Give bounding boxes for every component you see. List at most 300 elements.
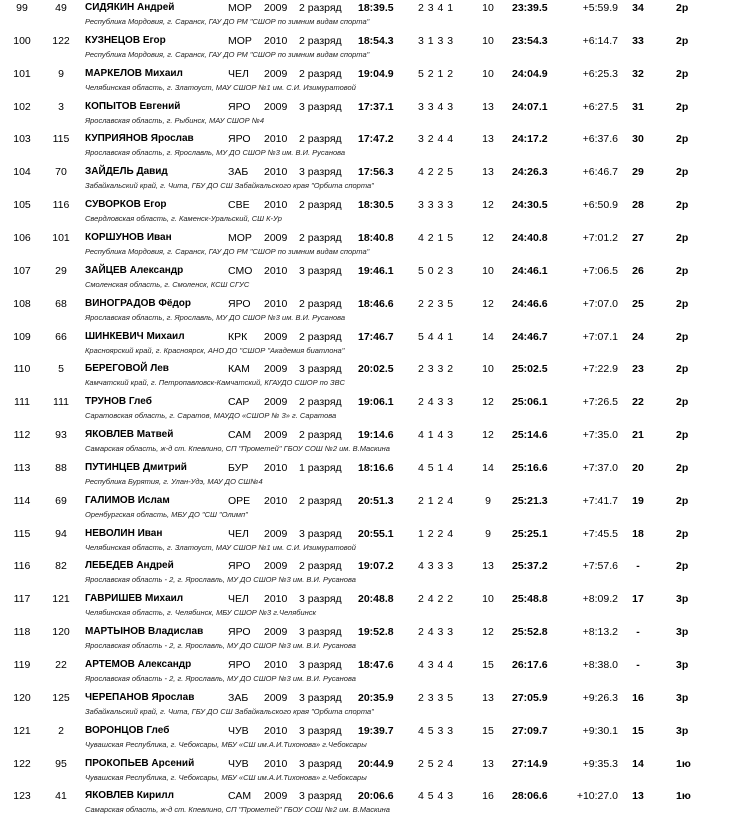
penalty-total: 12 (482, 199, 494, 212)
region-code: САР (228, 396, 250, 409)
points: 34 (632, 2, 644, 14)
penalty-total: 12 (482, 429, 494, 442)
ski-time: 19:52.8 (358, 626, 394, 639)
qualification: 2р (676, 133, 689, 146)
region-code: ЯРО (228, 100, 251, 113)
time-behind: +7:07.0 (582, 297, 618, 310)
qualification: 2р (676, 67, 689, 80)
birth-year: 2009 (264, 2, 288, 14)
time-behind: +7:22.9 (582, 363, 618, 376)
athlete-name: НЕВОЛИН Иван (85, 527, 163, 539)
sport-rank: 2 разряд (299, 34, 342, 47)
birth-year: 2009 (264, 560, 288, 573)
club-info: Свердловская область, г. Каменск-Уральский, СШ К-Ур (85, 214, 282, 224)
ski-time: 19:04.9 (358, 67, 394, 80)
penalty-total: 10 (482, 264, 494, 277)
birth-year: 2010 (264, 166, 288, 179)
place-cell: 122 (13, 757, 31, 770)
ski-time: 17:56.3 (358, 166, 394, 179)
region-code: КАМ (228, 363, 250, 376)
bib-number: 41 (55, 790, 67, 803)
points: 16 (632, 691, 644, 704)
athlete-name: КУПРИЯНОВ Ярослав (85, 133, 194, 145)
sport-rank: 2 разряд (299, 494, 342, 507)
place-cell: 107 (13, 264, 31, 277)
sport-rank: 3 разряд (299, 100, 342, 113)
birth-year: 2010 (264, 34, 288, 47)
club-info: Республика Мордовия, г. Саранск, ГАУ ДО РМ "СШОР по зимним видам спорта" (85, 49, 370, 59)
shooting-penalties: 4 5 4 3 (418, 790, 454, 803)
penalty-total: 10 (482, 67, 494, 80)
shooting-penalties: 2 3 3 5 (418, 691, 454, 704)
qualification: 3р (676, 659, 689, 671)
region-code: СМО (228, 264, 253, 277)
penalty-total: 12 (482, 231, 494, 244)
athlete-name: ЧЕРЕПАНОВ Ярослав (85, 691, 195, 703)
penalty-total: 10 (482, 593, 494, 606)
time-behind: +6:50.9 (582, 199, 618, 212)
club-info: Республика Бурятия, г. Улан-Удэ, МАУ ДО СШ№4 (85, 476, 263, 486)
bib-number: 120 (52, 626, 70, 639)
qualification: 2р (676, 297, 689, 310)
final-time: 25:14.6 (512, 429, 548, 442)
penalty-total: 10 (482, 363, 494, 376)
sport-rank: 2 разряд (299, 231, 342, 244)
athlete-name: ЯКОВЛЕВ Кирилл (85, 790, 174, 802)
club-info: Смоленская область, г. Смоленск, КСШ СГУС (85, 279, 250, 289)
shooting-penalties: 4 3 4 4 (418, 659, 454, 671)
bib-number: 93 (55, 429, 67, 442)
sport-rank: 2 разряд (299, 297, 342, 310)
table-row (0, 526, 750, 559)
final-time: 25:02.5 (512, 363, 548, 376)
ski-time: 20:02.5 (358, 363, 394, 376)
shooting-penalties: 2 3 4 1 (418, 2, 454, 14)
penalty-total: 9 (485, 494, 491, 507)
bib-number: 22 (55, 659, 67, 671)
penalty-total: 13 (482, 133, 494, 146)
shooting-penalties: 4 1 4 3 (418, 429, 454, 442)
time-behind: +6:46.7 (582, 166, 618, 179)
sport-rank: 2 разряд (299, 67, 342, 80)
table-row (0, 788, 750, 821)
table-row (0, 756, 750, 789)
athlete-name: МАРТЫНОВ Владислав (85, 626, 204, 638)
qualification: 2р (676, 494, 689, 507)
table-row (0, 99, 750, 132)
birth-year: 2010 (264, 659, 288, 671)
final-time: 26:17.6 (512, 659, 548, 671)
region-code: МОР (228, 231, 252, 244)
final-time: 25:21.3 (512, 494, 548, 507)
ski-time: 20:44.9 (358, 757, 394, 770)
penalty-total: 16 (482, 790, 494, 803)
time-behind: +7:41.7 (582, 494, 618, 507)
ski-time: 19:39.7 (358, 724, 394, 737)
birth-year: 2010 (264, 133, 288, 146)
time-behind: +7:06.5 (582, 264, 618, 277)
bib-number: 69 (55, 494, 67, 507)
birth-year: 2009 (264, 790, 288, 803)
club-info: Республика Мордовия, г. Саранск, ГАУ ДО РМ "СШОР по зимним видам спорта" (85, 246, 370, 256)
sport-rank: 2 разряд (299, 396, 342, 409)
place-cell: 112 (13, 429, 31, 442)
club-info: Чувашская Республика, г. Чебоксары, МБУ «СШ им.А.И.Тихонова» г.Чебоксары (85, 739, 367, 749)
region-code: ЗАБ (228, 166, 249, 179)
bib-number: 49 (55, 2, 67, 14)
sport-rank: 2 разряд (299, 133, 342, 146)
bib-number: 121 (52, 593, 70, 606)
shooting-penalties: 2 4 3 3 (418, 626, 454, 639)
final-time: 28:06.6 (512, 790, 548, 803)
final-time: 23:39.5 (512, 2, 548, 14)
athlete-name: СИДЯКИН Андрей (85, 2, 175, 13)
place-cell: 100 (13, 34, 31, 47)
table-row (0, 230, 750, 263)
shooting-penalties: 3 3 3 3 (418, 199, 454, 212)
bib-number: 116 (52, 199, 70, 212)
shooting-penalties: 3 2 4 4 (418, 133, 454, 146)
athlete-name: ГАЛИМОВ Ислам (85, 494, 170, 506)
region-code: СВЕ (228, 199, 250, 212)
table-row (0, 197, 750, 230)
qualification: 2р (676, 264, 689, 277)
qualification: 2р (676, 330, 689, 343)
shooting-penalties: 2 4 3 3 (418, 396, 454, 409)
final-time: 25:52.8 (512, 626, 548, 639)
points: 24 (632, 330, 644, 343)
club-info: Ярославская область - 2, г. Ярославль, МУ ДО СШОР №3 им. В.И. Русанова (85, 641, 356, 651)
time-behind: +10:27.0 (576, 790, 618, 803)
qualification: 1ю (676, 757, 691, 770)
qualification: 2р (676, 231, 689, 244)
time-behind: +9:30.1 (582, 724, 618, 737)
bib-number: 122 (52, 34, 70, 47)
table-row (0, 33, 750, 66)
table-row (0, 263, 750, 296)
sport-rank: 2 разряд (299, 429, 342, 442)
shooting-penalties: 4 5 3 3 (418, 724, 454, 737)
table-row (0, 427, 750, 460)
time-behind: +5:59.9 (582, 2, 618, 14)
bib-number: 5 (58, 363, 64, 376)
qualification: 3р (676, 724, 689, 737)
bib-number: 115 (52, 133, 70, 146)
ski-time: 18:54.3 (358, 34, 394, 47)
place-cell: 113 (13, 461, 31, 474)
ski-time: 20:48.8 (358, 593, 394, 606)
final-time: 27:09.7 (512, 724, 548, 737)
ski-time: 17:37.1 (358, 100, 394, 113)
athlete-name: ВОРОНЦОВ Глеб (85, 724, 170, 736)
region-code: ЧЕЛ (228, 527, 249, 540)
points: - (636, 560, 640, 573)
table-row (0, 558, 750, 591)
region-code: КРК (228, 330, 248, 343)
region-code: САМ (228, 429, 252, 442)
club-info: Ярославская область, г. Рыбинск, МАУ СШОР №4 (85, 115, 265, 125)
table-row (0, 164, 750, 197)
shooting-penalties: 4 5 1 4 (418, 461, 454, 474)
birth-year: 2009 (264, 429, 288, 442)
table-row (0, 460, 750, 493)
final-time: 24:07.1 (512, 100, 548, 113)
final-time: 27:14.9 (512, 757, 548, 770)
time-behind: +7:57.6 (582, 560, 618, 573)
shooting-penalties: 2 5 2 4 (418, 757, 454, 770)
ski-time: 19:07.2 (358, 560, 394, 573)
bib-number: 111 (53, 396, 69, 409)
athlete-name: ЗАЙДЕЛЬ Давид (85, 166, 168, 178)
region-code: ЧЕЛ (228, 67, 249, 80)
bib-number: 82 (55, 560, 67, 573)
shooting-penalties: 2 1 2 4 (418, 494, 454, 507)
table-row (0, 657, 750, 690)
penalty-total: 14 (482, 461, 494, 474)
penalty-total: 10 (482, 34, 494, 47)
points: 33 (632, 34, 644, 47)
penalty-total: 13 (482, 757, 494, 770)
ski-time: 18:16.6 (358, 461, 394, 474)
ski-time: 18:46.6 (358, 297, 394, 310)
region-code: ЯРО (228, 659, 251, 671)
table-row (0, 329, 750, 362)
athlete-name: ЛЕБЕДЕВ Андрей (85, 560, 174, 572)
points: 23 (632, 363, 644, 376)
place-cell: 102 (13, 100, 31, 113)
penalty-total: 13 (482, 560, 494, 573)
shooting-penalties: 1 2 2 4 (418, 527, 454, 540)
qualification: 2р (676, 100, 689, 113)
club-info: Забайкальский край, г. Чита, ГБУ ДО СШ Забайкальского края "Орбита спорта" (85, 181, 374, 191)
bib-number: 68 (55, 297, 67, 310)
birth-year: 2010 (264, 757, 288, 770)
club-info: Ярославская область - 2, г. Ярославль, МУ ДО СШОР №3 им. В.И. Русанова (85, 674, 356, 683)
birth-year: 2009 (264, 330, 288, 343)
place-cell: 110 (13, 363, 31, 376)
bib-number: 125 (52, 691, 70, 704)
shooting-penalties: 2 3 3 2 (418, 363, 454, 376)
place-cell: 105 (13, 199, 31, 212)
birth-year: 2010 (264, 264, 288, 277)
shooting-penalties: 3 1 3 3 (418, 34, 454, 47)
sport-rank: 3 разряд (299, 264, 342, 277)
time-behind: +8:09.2 (582, 593, 618, 606)
final-time: 25:37.2 (512, 560, 548, 573)
qualification: 3р (676, 593, 689, 606)
qualification: 3р (676, 626, 689, 639)
birth-year: 2009 (264, 363, 288, 376)
ski-time: 18:30.5 (358, 199, 394, 212)
shooting-penalties: 4 2 2 5 (418, 166, 454, 179)
time-behind: +8:13.2 (582, 626, 618, 639)
club-info: Чувашская Республика, г. Чебоксары, МБУ «СШ им.А.И.Тихонова» г.Чебоксары (85, 772, 367, 782)
athlete-name: ТРУНОВ Глеб (85, 396, 152, 408)
region-code: ЧУВ (228, 757, 249, 770)
table-row (0, 690, 750, 723)
club-info: Ярославская область, г. Ярославль, МУ ДО СШОР №3 им. В.И. Русанова (85, 148, 346, 158)
ski-time: 18:40.8 (358, 231, 394, 244)
birth-year: 2009 (264, 67, 288, 80)
place-cell: 99 (16, 2, 28, 14)
athlete-name: КУЗНЕЦОВ Егор (85, 34, 166, 46)
table-row (0, 131, 750, 164)
time-behind: +8:38.0 (582, 659, 618, 671)
athlete-name: КОПЫТОВ Евгений (85, 100, 181, 112)
bib-number: 9 (58, 67, 64, 80)
sport-rank: 2 разряд (299, 2, 342, 14)
club-info: Красноярский край, г. Красноярск, АНО ДО "СШОР "Академия биатлона" (85, 345, 345, 355)
shooting-penalties: 4 3 3 3 (418, 560, 454, 573)
birth-year: 2010 (264, 461, 288, 474)
athlete-name: ГАВРИШЕВ Михаил (85, 593, 184, 605)
athlete-name: ПРОКОПЬЕВ Арсений (85, 757, 195, 769)
points: 13 (632, 790, 644, 803)
bib-number: 66 (55, 330, 67, 343)
final-time: 24:30.5 (512, 199, 548, 212)
birth-year: 2010 (264, 593, 288, 606)
final-time: 25:48.8 (512, 593, 548, 606)
shooting-penalties: 2 2 3 5 (418, 297, 454, 310)
table-row (0, 493, 750, 526)
ski-time: 20:51.3 (358, 494, 394, 507)
penalty-total: 13 (482, 100, 494, 113)
qualification: 2р (676, 2, 689, 14)
region-code: САМ (228, 790, 252, 803)
region-code: ЗАБ (228, 691, 249, 704)
final-time: 23:54.3 (512, 34, 548, 47)
final-time: 25:06.1 (512, 396, 548, 409)
club-info: Оренбургская область, МБУ ДО "СШ "Олимп" (85, 509, 248, 519)
table-row (0, 591, 750, 624)
final-time: 25:25.1 (512, 527, 548, 540)
final-time: 27:05.9 (512, 691, 548, 704)
final-time: 24:26.3 (512, 166, 548, 179)
points: 29 (632, 166, 644, 179)
ski-time: 17:47.2 (358, 133, 394, 146)
place-cell: 104 (13, 166, 31, 179)
points: 32 (632, 67, 644, 80)
place-cell: 118 (13, 626, 31, 639)
points: 31 (632, 100, 644, 113)
points: - (636, 626, 640, 639)
region-code: ОРЕ (228, 494, 251, 507)
qualification: 2р (676, 363, 689, 376)
final-time: 25:16.6 (512, 461, 548, 474)
table-row (0, 66, 750, 99)
sport-rank: 3 разряд (299, 626, 342, 639)
club-info: Саратовская область, г. Саратов, МАУДО «СШОР № 3» г. Саратова (85, 411, 337, 421)
place-cell: 119 (13, 659, 31, 671)
athlete-name: СУВОРКОВ Егор (85, 199, 167, 211)
sport-rank: 3 разряд (299, 757, 342, 770)
time-behind: +6:27.5 (582, 100, 618, 113)
place-cell: 114 (13, 494, 31, 507)
time-behind: +7:45.5 (582, 527, 618, 540)
points: 20 (632, 461, 644, 474)
athlete-name: ЗАЙЦЕВ Александр (85, 264, 184, 276)
final-time: 24:17.2 (512, 133, 548, 146)
sport-rank: 2 разряд (299, 560, 342, 573)
ski-time: 19:14.6 (358, 429, 394, 442)
place-cell: 108 (13, 297, 31, 310)
qualification: 3р (676, 691, 689, 704)
shooting-penalties: 2 4 2 2 (418, 593, 454, 606)
qualification: 2р (676, 396, 689, 409)
qualification: 2р (676, 199, 689, 212)
region-code: ЧУВ (228, 724, 249, 737)
ski-time: 20:55.1 (358, 527, 394, 540)
points: 15 (632, 724, 644, 737)
place-cell: 109 (13, 330, 31, 343)
time-behind: +7:07.1 (582, 330, 618, 343)
birth-year: 2009 (264, 231, 288, 244)
place-cell: 103 (13, 133, 31, 146)
place-cell: 123 (13, 790, 31, 803)
penalty-total: 12 (482, 626, 494, 639)
sport-rank: 3 разряд (299, 527, 342, 540)
penalty-total: 9 (485, 527, 491, 540)
final-time: 24:46.6 (512, 297, 548, 310)
points: 14 (632, 757, 644, 770)
qualification: 2р (676, 429, 689, 442)
points: 30 (632, 133, 644, 146)
final-time: 24:40.8 (512, 231, 548, 244)
birth-year: 2009 (264, 527, 288, 540)
birth-year: 2010 (264, 724, 288, 737)
points: 17 (632, 593, 644, 606)
shooting-penalties: 5 4 4 1 (418, 330, 454, 343)
table-row (0, 624, 750, 657)
time-behind: +7:37.0 (582, 461, 618, 474)
table-row (0, 0, 750, 33)
time-behind: +6:37.6 (582, 133, 618, 146)
penalty-total: 13 (482, 691, 494, 704)
athlete-name: ВИНОГРАДОВ Фёдор (85, 297, 192, 309)
club-info: Челябинская область, г. Челябинск, МБУ СШОР №3 г.Челябинск (85, 608, 317, 618)
place-cell: 111 (14, 396, 30, 409)
club-info: Челябинская область, г. Златоуст, МАУ СШОР №1 им. С.И. Изимуратовой (85, 82, 356, 92)
bib-number: 94 (55, 527, 67, 540)
sport-rank: 2 разряд (299, 199, 342, 212)
athlete-name: ЯКОВЛЕВ Матвей (85, 429, 174, 441)
place-cell: 106 (13, 231, 31, 244)
club-info: Челябинская область, г. Златоуст, МАУ СШОР №1 им. С.И. Изимуратовой (85, 542, 356, 552)
final-time: 24:46.1 (512, 264, 548, 277)
qualification: 2р (676, 461, 689, 474)
qualification: 2р (676, 527, 689, 540)
ski-time: 20:06.6 (358, 790, 394, 803)
penalty-total: 12 (482, 297, 494, 310)
penalty-total: 10 (482, 2, 494, 14)
qualification: 2р (676, 34, 689, 47)
ski-time: 19:06.1 (358, 396, 394, 409)
region-code: ЧЕЛ (228, 593, 249, 606)
club-info: Самарская область, ж-д ст. Кпевлино, СП "Прометей" ГБОУ СОШ №2 им. В.Маскина (85, 444, 390, 454)
ski-time: 18:39.5 (358, 2, 394, 14)
time-behind: +7:01.2 (582, 231, 618, 244)
sport-rank: 3 разряд (299, 363, 342, 376)
table-row (0, 296, 750, 329)
time-behind: +9:35.3 (582, 757, 618, 770)
table-row (0, 723, 750, 756)
points: 22 (632, 396, 644, 409)
points: - (636, 659, 640, 671)
time-behind: +6:25.3 (582, 67, 618, 80)
region-code: ЯРО (228, 133, 251, 146)
region-code: МОР (228, 34, 252, 47)
athlete-name: АРТЕМОВ Александр (85, 659, 192, 670)
